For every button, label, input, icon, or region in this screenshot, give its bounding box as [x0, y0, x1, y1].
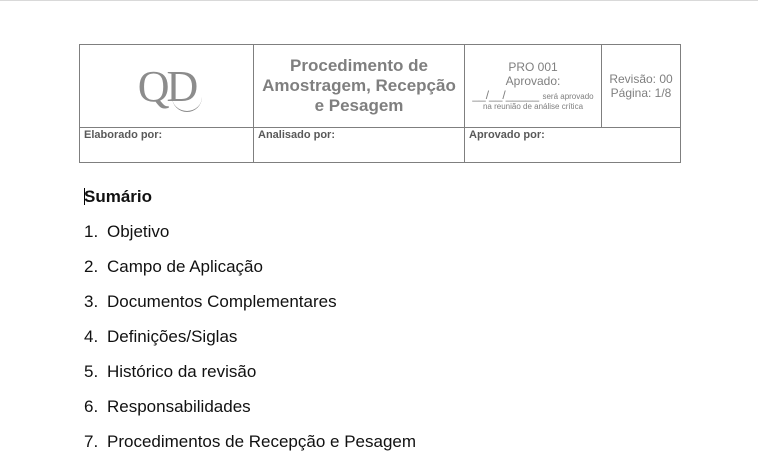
toc-item[interactable] — [84, 389, 416, 424]
approved-note: será aprovado — [542, 92, 594, 101]
page-top-border — [0, 0, 758, 1]
toc-label: Campo de Aplicação — [107, 257, 263, 276]
elaborado-por-label: Elaborado por: — [84, 129, 163, 141]
toc-label: Definições/Siglas — [107, 327, 238, 346]
toc-item[interactable] — [84, 319, 416, 354]
company-logo — [138, 61, 196, 112]
toc-number: 2. — [84, 257, 99, 276]
toc-label: Responsabilidades — [107, 397, 251, 416]
approval-cell — [465, 45, 602, 128]
document-title — [254, 45, 465, 128]
toc-number: 6. — [84, 397, 99, 416]
toc-item[interactable] — [84, 424, 416, 459]
approved-note-2: na reunião de análise crítica — [482, 102, 584, 111]
toc-item[interactable] — [84, 214, 416, 249]
title-line-1: Procedimento de — [290, 56, 428, 75]
toc-item[interactable] — [84, 354, 416, 389]
analisado-por-cell[interactable] — [254, 128, 465, 163]
summary-heading[interactable] — [84, 186, 416, 208]
aprovado-por-label: Aprovado por: — [469, 129, 545, 141]
revision-number: Revisão: 00 — [609, 72, 673, 86]
toc-item[interactable] — [84, 284, 416, 319]
toc-number: 5. — [84, 362, 99, 381]
toc-label: Objetivo — [107, 222, 170, 241]
elaborado-por-cell[interactable] — [80, 128, 254, 163]
summary-section[interactable] — [84, 186, 416, 459]
title-line-3: e Pesagem — [314, 96, 404, 115]
revision-cell — [602, 45, 681, 128]
approved-date-line — [465, 88, 601, 102]
toc-number: 1. — [84, 222, 99, 241]
toc-label: Procedimentos de Recepção e Pesagem — [107, 432, 417, 451]
toc-number: 4. — [84, 327, 99, 346]
toc-label: Histórico da revisão — [107, 362, 257, 381]
document-header-table — [79, 44, 681, 163]
toc-item[interactable] — [84, 249, 416, 284]
logo-cell — [80, 45, 254, 128]
page-number: Página: 1/8 — [610, 86, 672, 100]
approved-date: __/__/_____ — [472, 88, 540, 102]
toc-number: 7. — [84, 432, 99, 451]
summary-heading-text: Sumário — [84, 187, 153, 206]
logo-text: QD — [137, 61, 196, 111]
analisado-por-label: Analisado por: — [258, 129, 336, 141]
toc-number: 3. — [84, 292, 99, 311]
document-code: PRO 001 — [508, 60, 558, 74]
approved-label: Aprovado: — [505, 74, 561, 88]
title-line-2: Amostragem, Recepção — [262, 76, 456, 95]
aprovado-por-cell[interactable] — [465, 128, 681, 163]
toc-label: Documentos Complementares — [107, 292, 337, 311]
table-of-contents — [84, 214, 416, 459]
